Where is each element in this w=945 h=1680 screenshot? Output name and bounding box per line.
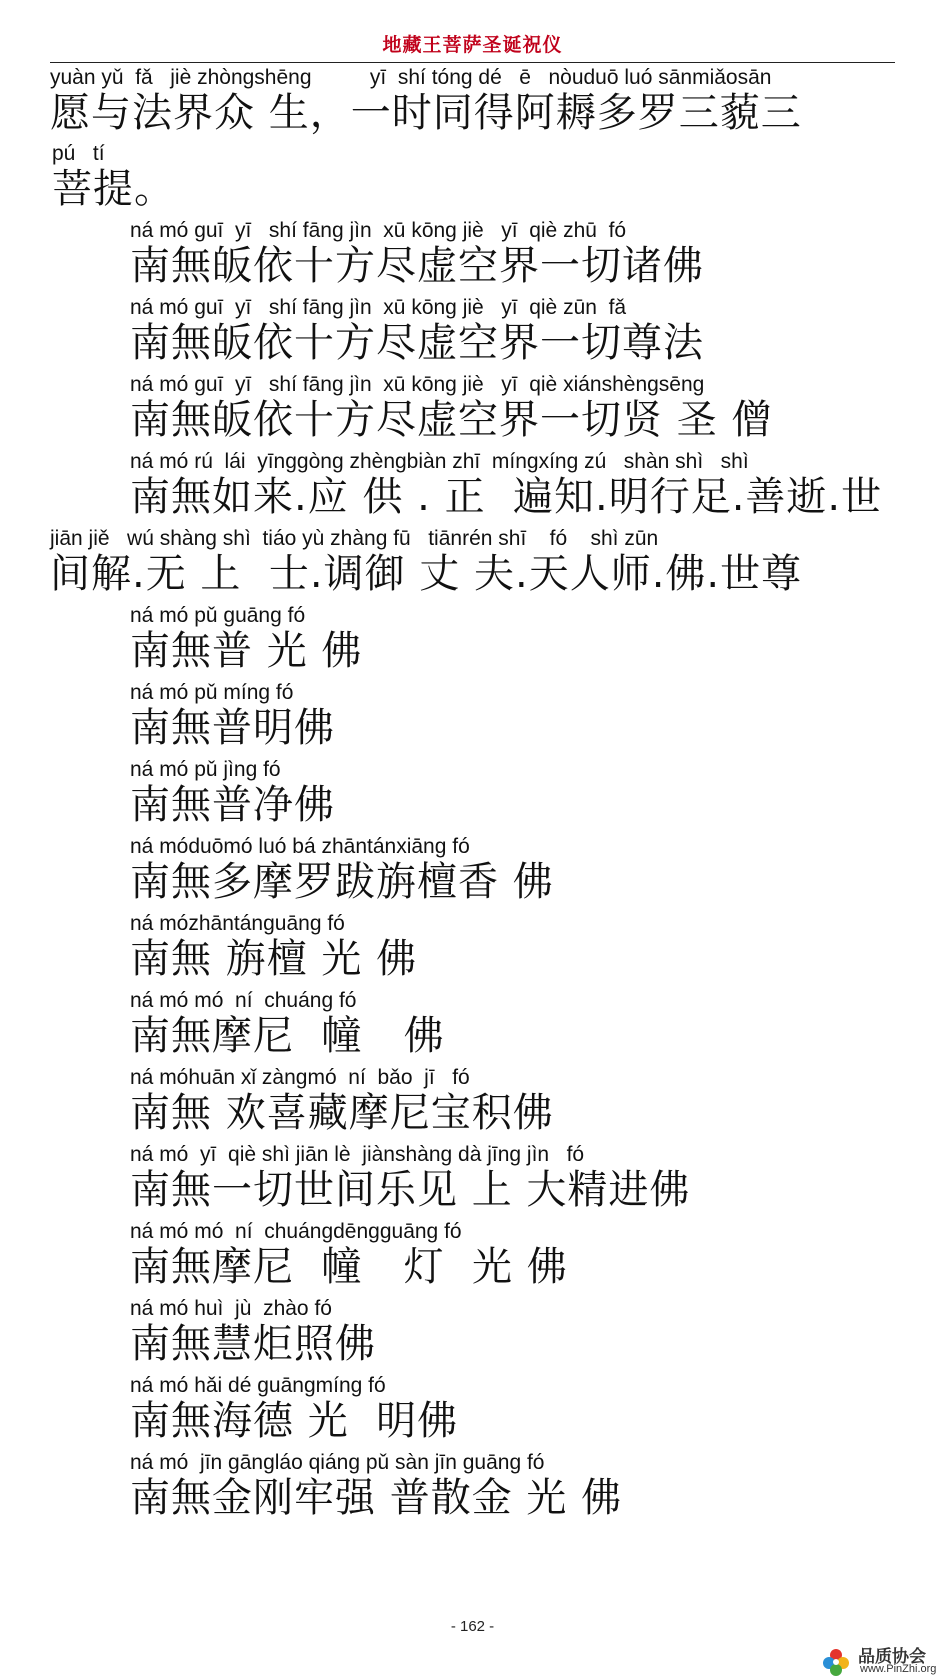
pinyin-line: ná mó huì jù zhào fó: [130, 1297, 332, 1320]
pinyin-line: ná mó guī yī shí fāng jìn xū kōng jiè yī qiè xiánshèngsēng: [130, 373, 705, 396]
pinyin-line: ná móduōmó luó bá zhāntánxiāng fó: [130, 835, 470, 858]
verse-line: [130, 1220, 568, 1290]
verse-line: [52, 142, 175, 212]
hanzi-line: 南無 旃檀 光 佛: [130, 936, 418, 982]
verse-line: [130, 758, 335, 828]
hanzi-line: 南無皈依十方尽虚空界一切贤 圣 僧: [130, 397, 773, 443]
pinyin-line: yuàn yǔ fǎ jiè zhòngshēng yī shí tóng dé ē nòuduō luó sānmiǎosān: [50, 66, 772, 89]
flower-logo-icon: [820, 1646, 852, 1678]
pinyin-line: ná mó guī yī shí fāng jìn xū kōng jiè yī qiè zūn fǎ: [130, 296, 627, 319]
pinyin-line: ná mó pǔ jìng fó: [130, 758, 281, 781]
hanzi-line: 南無摩尼 幢 灯 光 佛: [130, 1244, 568, 1290]
hanzi-line: 南無金刚牢强 普散金 光 佛: [130, 1475, 623, 1521]
hanzi-line: 南無如来.应 供 . 正 遍知.明行足.善逝.世: [130, 474, 883, 520]
verse-line: [130, 1451, 622, 1521]
hanzi-line: 菩提。: [52, 166, 175, 212]
page-number: - 162 -: [450, 1618, 495, 1635]
hanzi-line: 南無普净佛: [130, 782, 335, 828]
hanzi-line: 南無摩尼 幢 佛: [130, 1013, 445, 1059]
verse-line: [130, 373, 772, 443]
hanzi-line: 南無皈依十方尽虚空界一切诸佛: [130, 243, 704, 289]
hanzi-line: 南無 欢喜藏摩尼宝积佛: [130, 1090, 554, 1136]
hanzi-line: 间解.无 上 士.调御 丈 夫.天人师.佛.世尊: [50, 551, 803, 597]
page-header-title: 地藏王菩萨圣诞祝仪: [382, 34, 563, 56]
verse-line: [130, 219, 704, 289]
verse-line: [130, 1143, 690, 1213]
watermark-name: 品质协会: [858, 1647, 926, 1667]
hanzi-line: 南無海德 光 明佛: [130, 1398, 459, 1444]
pinyin-line: ná mó pǔ míng fó: [130, 681, 294, 704]
pinyin-line: ná mó mó ní chuángdēngguāng fó: [130, 1220, 462, 1243]
verse-line: [130, 912, 417, 982]
hanzi-line: 南無皈依十方尽虚空界一切尊法: [130, 320, 704, 366]
pinyin-line: ná mó pǔ guāng fó: [130, 604, 306, 627]
pinyin-line: pú tí: [52, 142, 105, 165]
watermark-logo: [818, 1640, 943, 1680]
hanzi-line: 愿与法界众 生，一时同得阿耨多罗三藐三: [50, 90, 802, 136]
pinyin-line: jiān jiě wú shàng shì tiáo yù zhàng fū tiānrén shī fó shì zūn: [50, 527, 659, 550]
verse-line: [130, 1297, 376, 1367]
verse-line: [130, 681, 335, 751]
header-divider: [50, 62, 895, 63]
verse-line: [130, 604, 362, 674]
watermark-url: www.PinZhi.org: [860, 1663, 937, 1675]
hanzi-line: 南無一切世间乐见 上 大精进佛: [130, 1167, 691, 1213]
verse-line: [50, 527, 802, 597]
verse-line: [130, 1374, 458, 1444]
pinyin-line: ná mó jīn gāngláo qiáng pǔ sàn jīn guāng fó: [130, 1451, 545, 1474]
hanzi-line: 南無普明佛: [130, 705, 335, 751]
hanzi-line: 南無慧炬照佛: [130, 1321, 376, 1367]
hanzi-line: 南無多摩罗跋旃檀香 佛: [130, 859, 554, 905]
pinyin-line: ná mó hǎi dé guāngmíng fó: [130, 1374, 386, 1397]
hanzi-line: 南無普 光 佛: [130, 628, 363, 674]
pinyin-line: ná mó rú lái yīnggòng zhèngbiàn zhī míngxíng zú shàn shì shì: [130, 450, 749, 473]
pinyin-line: ná móhuān xǐ zàngmó ní bǎo jī fó: [130, 1066, 470, 1089]
verse-line: [50, 66, 802, 136]
verse-line: [130, 989, 445, 1059]
verse-line: [130, 835, 554, 905]
pinyin-line: ná mó guī yī shí fāng jìn xū kōng jiè yī qiè zhū fó: [130, 219, 627, 242]
pinyin-line: ná mó yī qiè shì jiān lè jiànshàng dà jīng jìn fó: [130, 1143, 585, 1166]
verse-line: [130, 296, 704, 366]
pinyin-line: ná mó mó ní chuáng fó: [130, 989, 357, 1012]
pinyin-line: ná mózhāntánguāng fó: [130, 912, 345, 935]
verse-line: [130, 450, 882, 520]
verse-line: [130, 1066, 554, 1136]
